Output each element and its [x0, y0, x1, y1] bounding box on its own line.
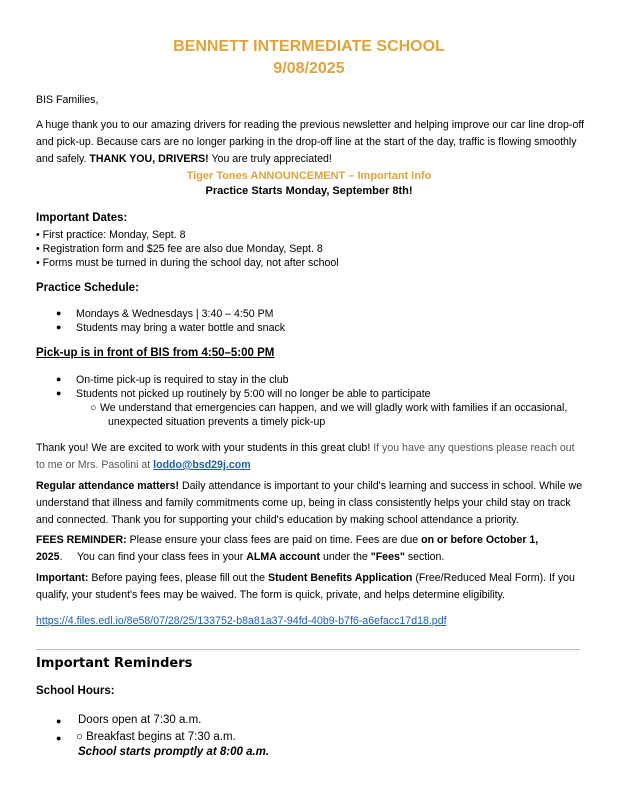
school-name: BENNETT INTERMEDIATE SCHOOL	[173, 38, 445, 55]
divider	[36, 649, 580, 650]
tiger-announcement: Tiger Tones ANNOUNCEMENT – Important Info	[186, 170, 432, 182]
pickup-subitem-line1: We understand that emergencies can happen, and we will gladly work with families if an occasional,	[100, 402, 568, 414]
practice-schedule-heading: Practice Schedule:	[36, 282, 139, 294]
important-dates-heading: Important Dates:	[36, 212, 128, 224]
fees-text-3: under the	[320, 551, 371, 563]
pdf-link[interactable]	[36, 614, 447, 628]
breakfast: ○ Breakfast begins at 7:30 a.m.	[76, 731, 236, 743]
benefits-text-2: (Free/Reduced Meal Form). If you qualify, your student's fees may be waived. The form is quick, private, and helps determine eligibility.	[36, 572, 575, 601]
school-hours-heading: School Hours:	[36, 685, 115, 697]
fees-text-4: section.	[404, 551, 445, 563]
pdf-link-text[interactable]: https://4.files.edl.io/8e58/07/28/25/133752-b8a81a37-94fd-40b9-b7f6-a6efacc17d18.pdf	[36, 615, 447, 627]
schedule-item-1: Mondays & Wednesdays | 3:40 – 4:50 PM	[76, 308, 274, 320]
bullet-icon: ●	[56, 733, 62, 743]
benefits-paragraph	[36, 570, 586, 604]
date-item-3: • Forms must be turned in during the school day, not after school	[36, 257, 339, 269]
attendance-bold: Regular attendance matters!	[36, 480, 180, 492]
thanks-tail: You are truly appreciated!	[208, 153, 332, 165]
thanks-paragraph	[36, 117, 586, 168]
pickup-heading: Pick-up is in front of BIS from 4:50–5:00 PM	[36, 347, 275, 359]
schedule-item-2: Students may bring a water bottle and snack	[76, 322, 286, 334]
benefits-bold-2: Student Benefits Application	[268, 572, 413, 584]
thanks-bold: THANK YOU, DRIVERS!	[89, 153, 209, 165]
benefits-bold-1: Important:	[36, 572, 89, 584]
bullet-icon: ●	[56, 374, 62, 384]
practice-start: Practice Starts Monday, September 8th!	[205, 185, 413, 197]
fees-text-1: Please ensure your class fees are paid on time. Fees are due	[126, 534, 422, 546]
fees-paragraph	[36, 532, 586, 566]
fees-text-2: . You can find your class fees in your	[59, 551, 247, 563]
bullet-icon: ●	[56, 716, 62, 726]
closing-text: Thank you! We are excited to work with your students in this great club!	[36, 442, 371, 454]
bullet-icon: ●	[56, 308, 62, 318]
doors-open: Doors open at 7:30 a.m.	[78, 714, 202, 726]
benefits-text-1: Before paying fees, please fill out the	[88, 572, 268, 584]
school-start: School starts promptly at 8:00 a.m.	[78, 746, 270, 758]
fees-bold-4: "Fees"	[370, 551, 405, 563]
greeting: BIS Families,	[36, 94, 99, 106]
email-link[interactable]: loddo@bsd29j.com	[153, 459, 251, 471]
circle-bullet-icon: ○	[90, 402, 97, 414]
attendance-text: Daily attendance is important to your child's learning and success in school. While we understand that illness and family commitments come up, being in class consistently helps your child stay on track and connected. Thank you for supporting your child's education by making school attendance a priority.	[36, 480, 583, 526]
fees-bold-3: ALMA account	[246, 551, 321, 563]
attendance-paragraph	[36, 478, 586, 529]
thanks-text: A huge thank you to our amazing drivers for reading the previous newsletter and helping improve our car line drop-off and pick-up. Because cars are no longer parking in the drop-off line at the start of the day, traffic is flowing smoothly and safely.	[36, 119, 585, 165]
important-reminders-heading: Important Reminders	[36, 656, 193, 671]
pickup-subitem-line2: unexpected situation prevents a timely pick-up	[108, 416, 326, 428]
closing-gray: If you have any questions please reach out to me or Mrs. Pasolini at	[36, 442, 575, 471]
pickup-item-2: Students not picked up routinely by 5:00 will no longer be able to participate	[76, 388, 431, 400]
fees-bold-1: FEES REMINDER:	[36, 534, 127, 546]
fees-bold-2: on or before October 1, 2025	[36, 534, 539, 563]
date-item-2: • Registration form and $25 fee are also due Monday, Sept. 8	[36, 243, 323, 255]
bullet-icon: ●	[56, 322, 62, 332]
pickup-item-1: On-time pick-up is required to stay in the club	[76, 374, 289, 386]
newsletter-date: 9/08/2025	[273, 60, 345, 77]
date-item-1: • First practice: Monday, Sept. 8	[36, 229, 186, 241]
bullet-icon: ●	[56, 388, 62, 398]
closing-paragraph	[36, 440, 586, 474]
